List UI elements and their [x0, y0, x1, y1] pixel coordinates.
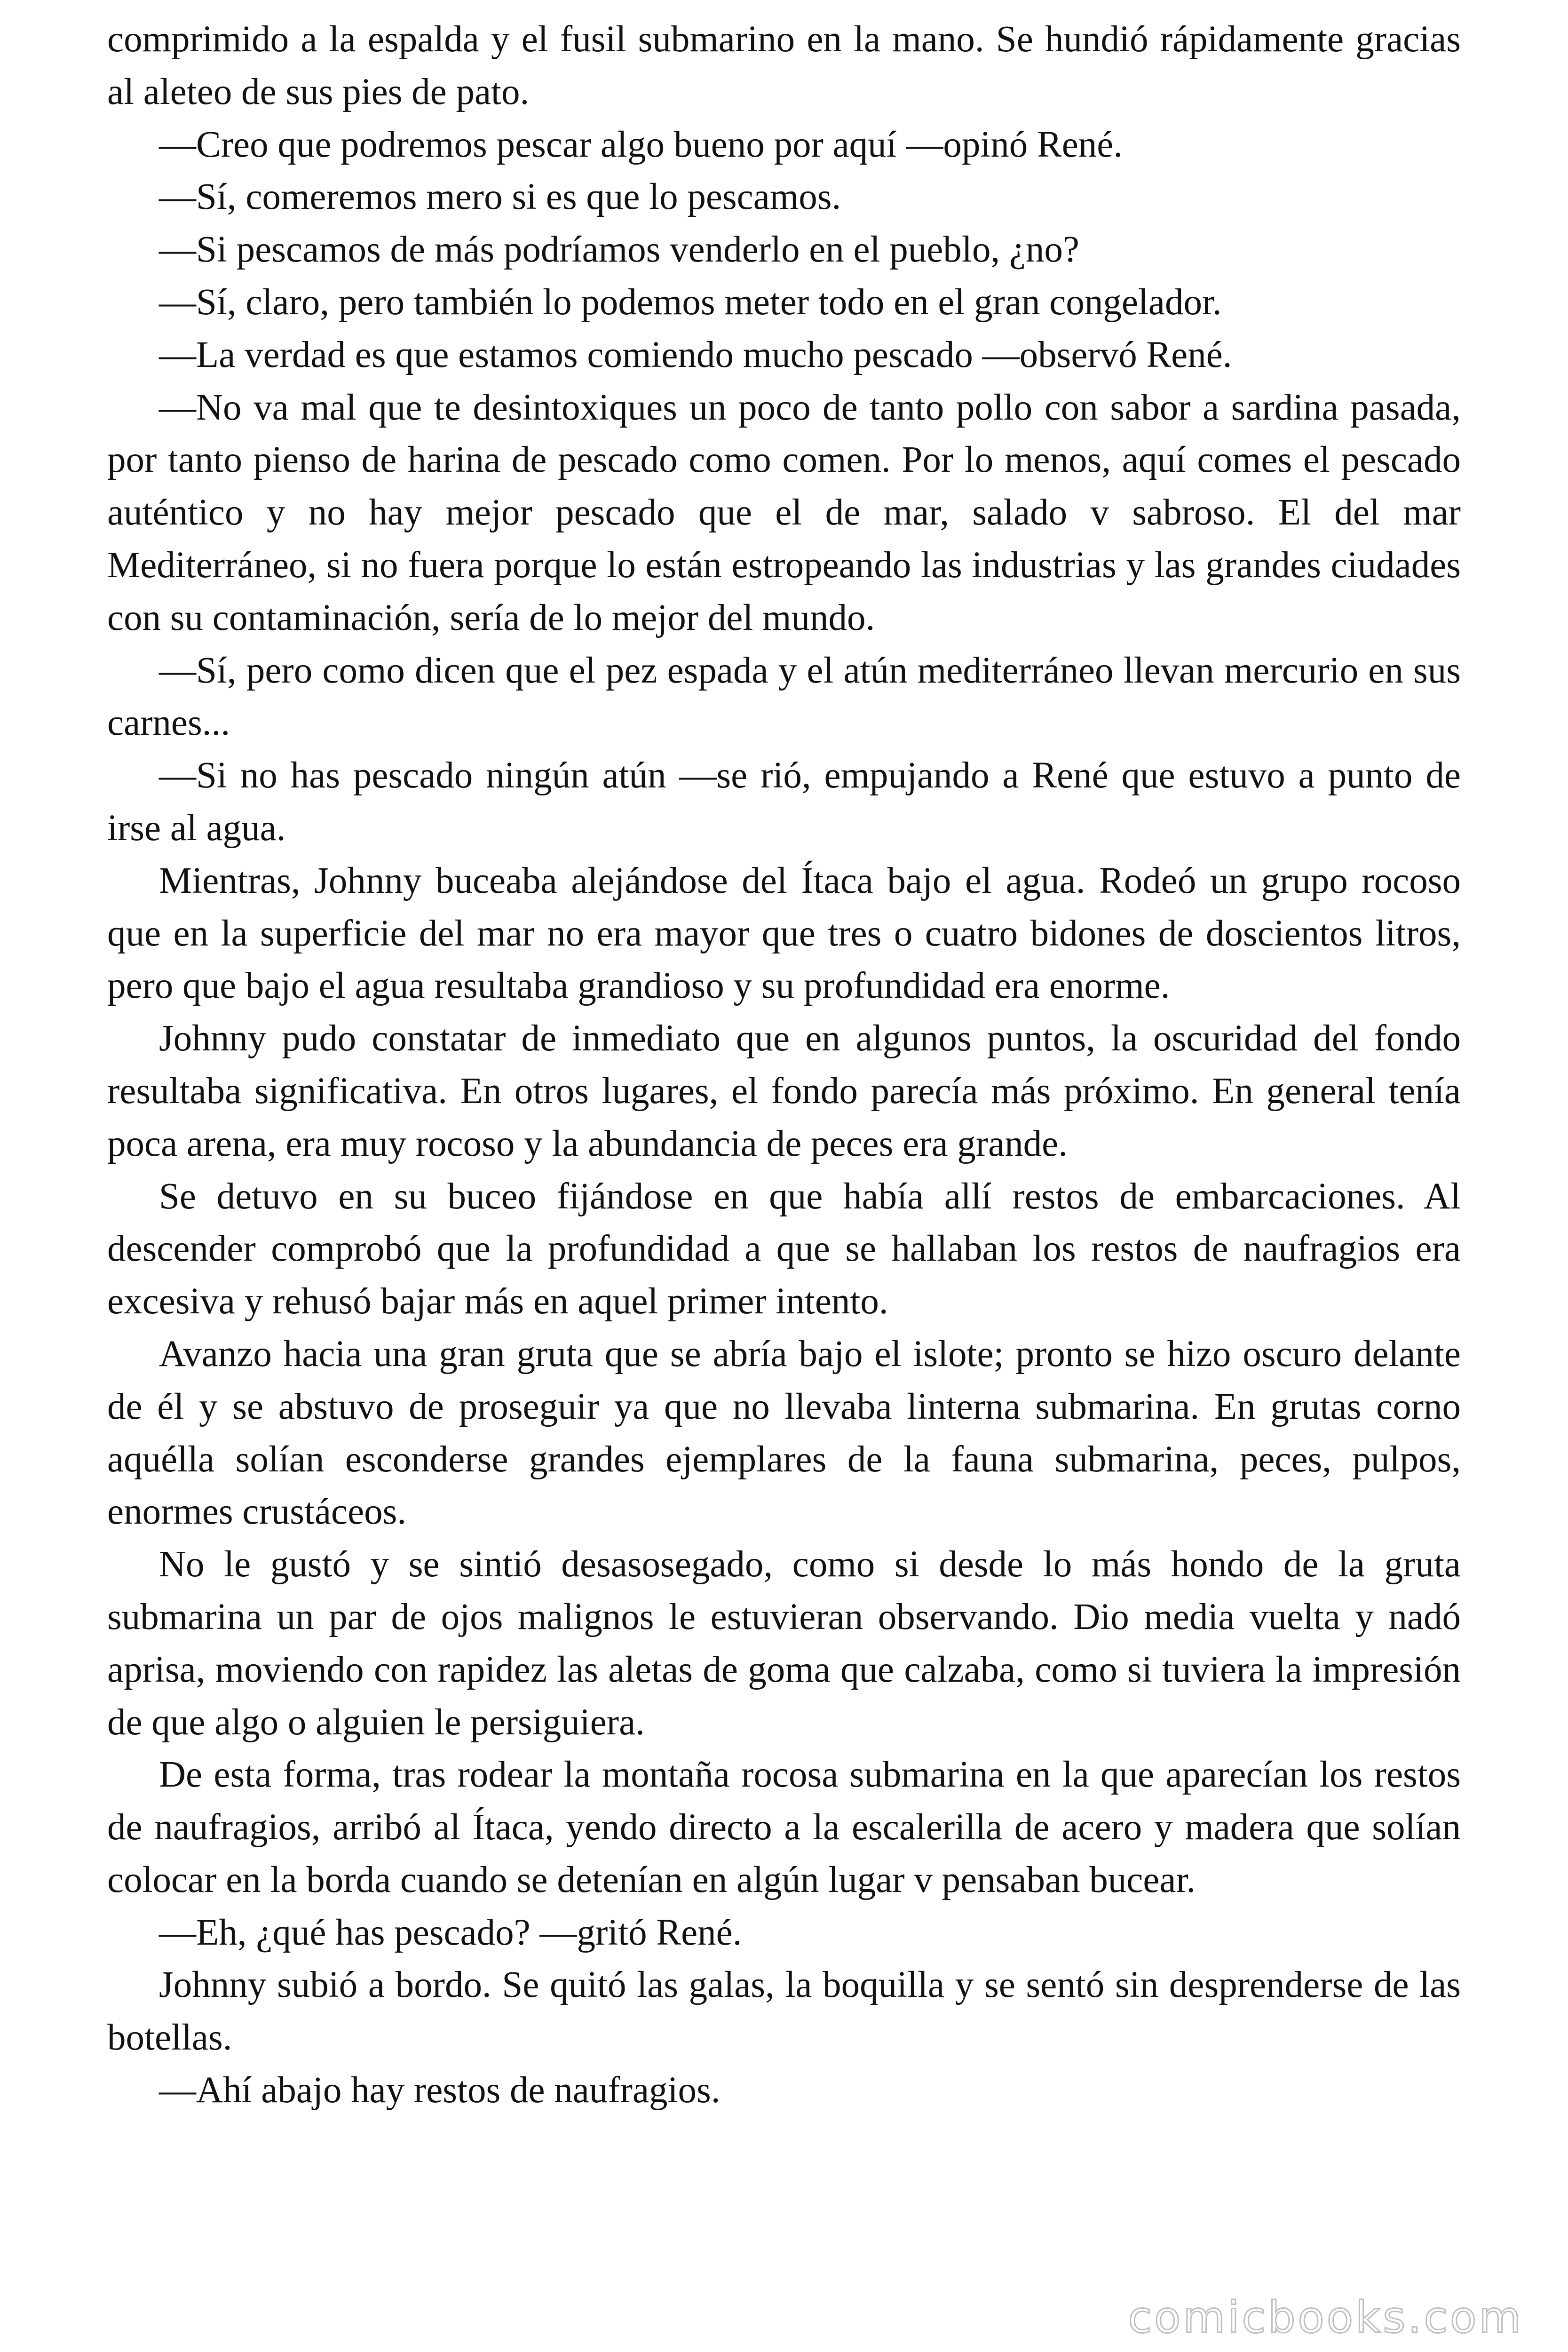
page-text — [107, 13, 1461, 2117]
paragraph-1: comprimido a la espalda y el fusil submarino en la mano. Se hundió rápidamente gracias al aleteo de sus pies de pato. — [107, 19, 1461, 112]
paragraph-9: —Si no has pescado ningún atún —se rió, empujando a René que estuvo a punto de irse al agua. — [107, 755, 1461, 849]
paragraph-18: —Ahí abajo hay restos de naufragios. — [159, 2070, 721, 2111]
watermark: comicbooks.com — [1128, 2292, 1523, 2343]
paragraph-15: De esta forma, tras rodear la montaña rocosa submarina en la que aparecían los restos de naufragios, arribó al Ítaca, yendo directo a la escalerilla de acero y madera que solían colocar en la borda cuando se detenían en algún lugar v pensaban bucear. — [107, 1754, 1461, 1900]
paragraph-14: No le gustó y se sintió desasosegado, como si desde lo más hondo de la gruta submarina un par de ojos malignos le estuvieran observando. Dio media vuelta y nadó aprisa, moviendo con rapidez las aletas de goma que calzaba, como si tuviera la impresión de que algo o alguien le persiguiera. — [107, 1544, 1461, 1743]
paragraph-17: Johnny subió a bordo. Se quitó las galas, la boquilla y se sentó sin desprenderse de las botellas. — [107, 1964, 1461, 2058]
paragraph-3: —Sí, comeremos mero si es que lo pescamos. — [159, 176, 841, 218]
paragraph-8: —Sí, pero como dicen que el pez espada y el atún mediterráneo llevan mercurio en sus carnes... — [107, 650, 1461, 744]
paragraph-10: Mientras, Johnny buceaba alejándose del Ítaca bajo el agua. Rodeó un grupo rocoso que en la superficie del mar no era mayor que tres o cuatro bidones de doscientos litros, pero que bajo el agua resultaba grandioso y su profundidad era enorme. — [107, 860, 1461, 1007]
paragraph-6: —La verdad es que estamos comiendo mucho pescado —observó René. — [159, 334, 1232, 375]
paragraph-16: —Eh, ¿qué has pescado? —gritó René. — [159, 1912, 742, 1953]
paragraph-7: —No va mal que te desintoxiques un poco de tanto pollo con sabor a sardina pasada, por tanto pienso de harina de pescado como comen. Por lo menos, aquí comes el pescado auténtico y no hay mejor pescado que el de mar, salado v sabroso. El del mar Mediterráneo, si no fuera porque lo están estropeando las industrias y las grandes ciudades con su contaminación, sería de lo mejor del mundo. — [107, 387, 1461, 638]
paragraph-5: —Sí, claro, pero también lo podemos meter todo en el gran congelador. — [159, 281, 1222, 323]
paragraph-11: Johnny pudo constatar de inmediato que en algunos puntos, la oscuridad del fondo resultaba significativa. En otros lugares, el fondo parecía más próximo. En general tenía poca arena, era muy rocoso y la abundancia de peces era grande. — [107, 1018, 1461, 1164]
paragraph-4: —Si pescamos de más podríamos venderlo en el pueblo, ¿no? — [159, 229, 1079, 270]
paragraph-2: —Creo que podremos pescar algo bueno por aquí —opinó René. — [159, 124, 1123, 165]
paragraph-12: Se detuvo en su buceo fijándose en que había allí restos de embarcaciones. Al descender comprobó que la profundidad a que se hallaban los restos de naufragios era excesiva y rehusó bajar más en aquel primer intento. — [107, 1176, 1461, 1322]
paragraph-13: Avanzo hacia una gran gruta que se abría bajo el islote; pronto se hizo oscuro delante de él y se abstuvo de proseguir ya que no llevaba linterna submarina. En grutas corno aquélla solían esconderse grandes ejemplares de la fauna submarina, peces, pulpos, enormes crustáceos. — [107, 1333, 1461, 1533]
